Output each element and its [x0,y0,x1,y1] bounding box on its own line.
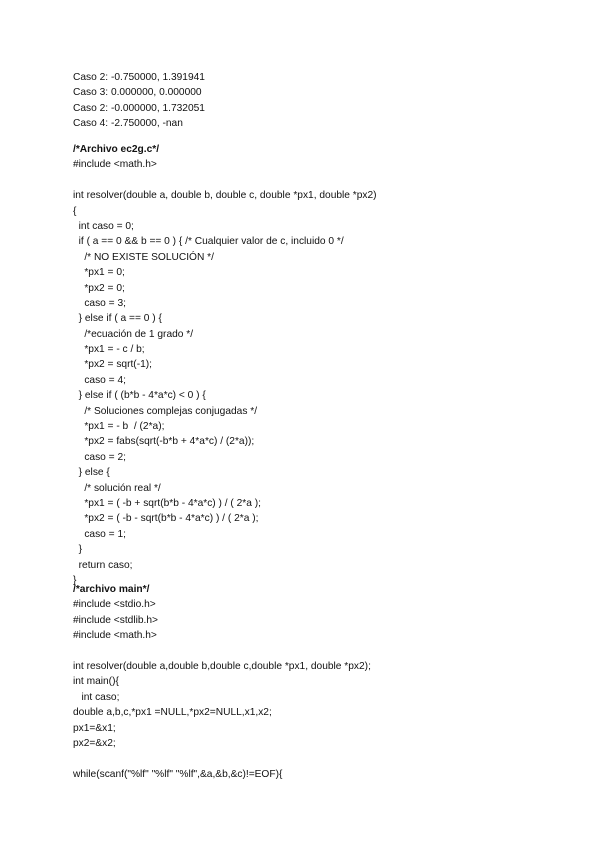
code-line [73,173,377,188]
code-line: int main(){ [73,676,119,688]
code-line: /* Soluciones complejas conjugadas */ [73,405,258,417]
code-line: #include <stdio.h> [73,599,156,611]
code-line: } else if ( a == 0 ) { [73,313,162,325]
code-line: /* solución real */ [73,482,161,494]
code-line: px1=&x1; [73,722,116,734]
code-line: #include <math.h> [73,159,157,171]
code-line: *px2 = sqrt(-1); [73,359,152,371]
code-line: caso = 4; [73,374,126,386]
code-line: px2=&x2; [73,737,116,749]
code-line: *px2 = ( -b - sqrt(b*b - 4*a*c) ) / ( 2*a ); [73,513,259,525]
output-line: Caso 2: -0.000000, 1.732051 [73,102,205,114]
code-line [73,751,371,766]
code-line: int resolver(double a, double b, double c, double *px1, double *px2) [73,190,377,202]
code-line: { [73,205,77,217]
code-line: double a,b,c,*px1 =NULL,*px2=NULL,x1,x2; [73,707,272,719]
code-line: caso = 1; [73,528,126,540]
code-line: } else if ( (b*b - 4*a*c) < 0 ) { [73,390,206,402]
code-line: } [73,544,83,556]
file-header-main: /*archivo main*/ [73,584,150,595]
code-line: *px1 = - b / (2*a); [73,421,165,433]
code-line: /* NO EXISTE SOLUCIÓN */ [73,251,214,263]
code-line: int caso = 0; [73,220,134,232]
code-line [73,644,371,659]
code-line: #include <stdlib.h> [73,614,158,626]
code-line: int resolver(double a,double b,double c,double *px1, double *px2); [73,660,371,672]
code-line: return caso; [73,559,133,571]
code-line: while(scanf("%lf" "%lf" "%lf",&a,&b,&c)!=EOF){ [73,768,283,780]
output-line: Caso 3: 0.000000, 0.000000 [73,87,202,99]
code-line: #include <math.h> [73,630,157,642]
output-line: Caso 2: -0.750000, 1.391941 [73,72,205,83]
program-output-block [73,70,205,132]
code-line: *px1 = 0; [73,267,125,279]
code-line: int caso; [73,691,120,703]
code-line: *px2 = 0; [73,282,125,294]
code-line: if ( a == 0 && b == 0 ) { /* Cualquier valor de c, incluido 0 */ [73,236,344,248]
code-line: /*ecuación de 1 grado */ [73,328,194,340]
code-block-ec2g [73,142,377,588]
code-line: caso = 2; [73,451,126,463]
output-line: Caso 4: -2.750000, -nan [73,118,183,130]
code-line: } else { [73,467,110,479]
code-line: *px1 = - c / b; [73,344,145,356]
code-line: caso = 3; [73,297,126,309]
code-line: } [73,574,77,586]
code-block-main [73,582,371,782]
code-line: *px2 = fabs(sqrt(-b*b + 4*a*c) / (2*a)); [73,436,255,448]
file-header-ec2g: /*Archivo ec2g.c*/ [73,144,160,155]
code-line: *px1 = ( -b + sqrt(b*b - 4*a*c) ) / ( 2*a ); [73,497,261,509]
